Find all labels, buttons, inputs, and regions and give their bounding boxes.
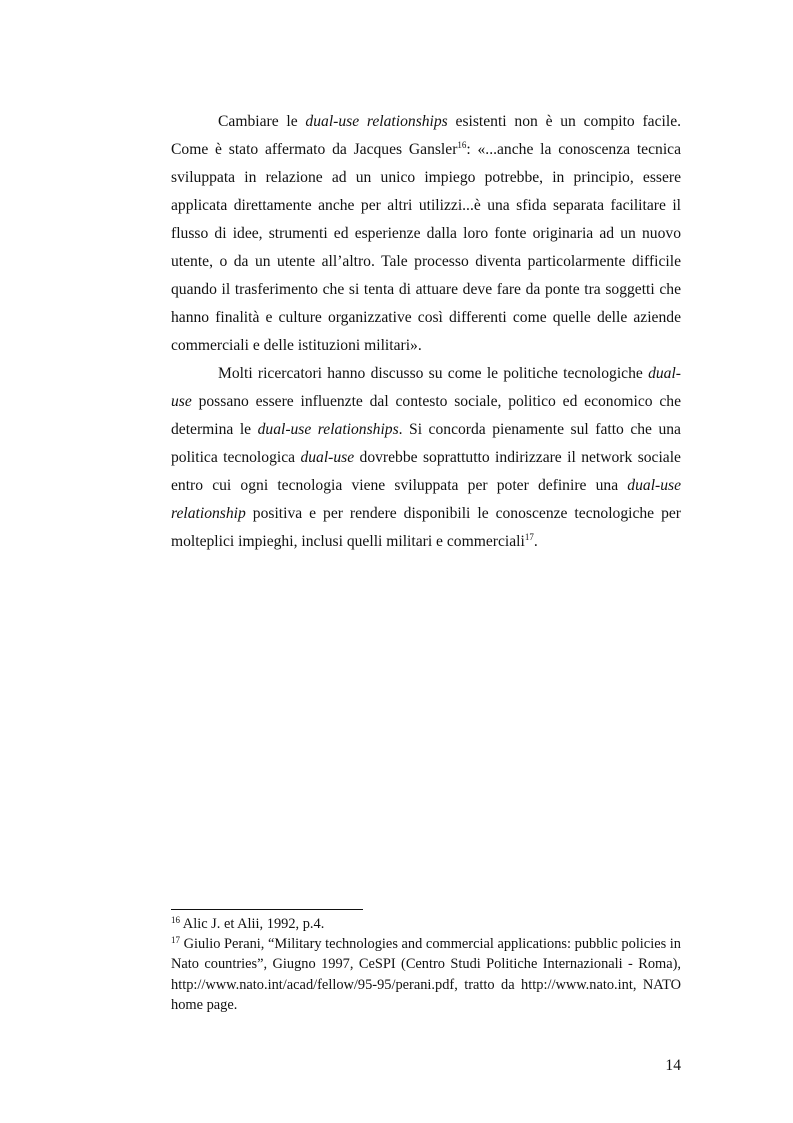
footnotes: [171, 914, 681, 1015]
footnote-text: Alic J. et Alii, 1992, p.4.: [180, 916, 325, 932]
italic-term: dual-use: [171, 365, 681, 410]
text-segment: : «...anche la conoscenza tecnica sviluppata in relazione ad un unico impiego potrebbe, in principio, essere applicata direttamente anche per altri utilizzi...è una sfida separata facilitare il flusso di idee, strumenti ed esperienze dalla loro fonte originaria ad un nuovo utente, o da un utente all’altro. Tale processo diventa particolarmente difficile quando il trasferimento che si tenta di attuare deve fare da ponte tra soggetti che hanno finalità e culture organizzative così differenti come quelle delle aziende commerciali e delle istituzioni militari».: [171, 141, 681, 354]
page-number: 14: [665, 1057, 681, 1074]
italic-term: dual-use relationships: [257, 421, 399, 438]
text-segment: possano essere influenzte dal contesto sociale, politico ed economico che determina le: [171, 393, 681, 438]
text-segment: .: [533, 533, 538, 550]
paragraph: [171, 360, 681, 556]
text-segment: positiva e per rendere disponibili le conoscenze tecnologiche per molteplici impieghi, inclusi quelli militari e commerciali: [171, 505, 681, 550]
paragraph: [171, 108, 681, 360]
footnote-text: Giulio Perani, “Military technologies and commercial applications: pubblic policies in Nato countries”, Giugno 1997, CeSPI (Centro Studi Politiche Internazionali - Roma), http://www.nato.int/acad/fellow/95-95/perani.pdf, tratto da http://www.nato.int, NATO home page.: [171, 936, 681, 1013]
footnote-number: 17: [171, 935, 180, 946]
text-segment: Molti ricercatori hanno discusso su come le politiche tecnologiche: [218, 365, 649, 382]
footnote-16: [171, 914, 681, 934]
body-text: [171, 108, 681, 556]
text-segment: . Si concorda pienamente sul fatto che una politica tecnologica: [171, 421, 681, 466]
italic-term: dual-use: [300, 449, 355, 466]
text-segment: Cambiare le: [218, 113, 306, 130]
italic-term: dual-use relationship: [171, 477, 681, 522]
footnote-17: [171, 934, 681, 1015]
footnote-separator: [171, 909, 363, 910]
footnote-reference-16: 16: [457, 140, 467, 150]
italic-term: dual-use relationships: [305, 113, 448, 130]
text-segment: esistenti non è un compito facile. Come è stato affermato da Jacques Gansler: [171, 113, 682, 158]
footnote-reference-17: 17: [524, 532, 534, 542]
footnote-number: 16: [171, 915, 180, 925]
text-segment: dovrebbe soprattutto indirizzare il network sociale entro cui ogni tecnologia viene sviluppata per poter definire una: [171, 449, 681, 494]
